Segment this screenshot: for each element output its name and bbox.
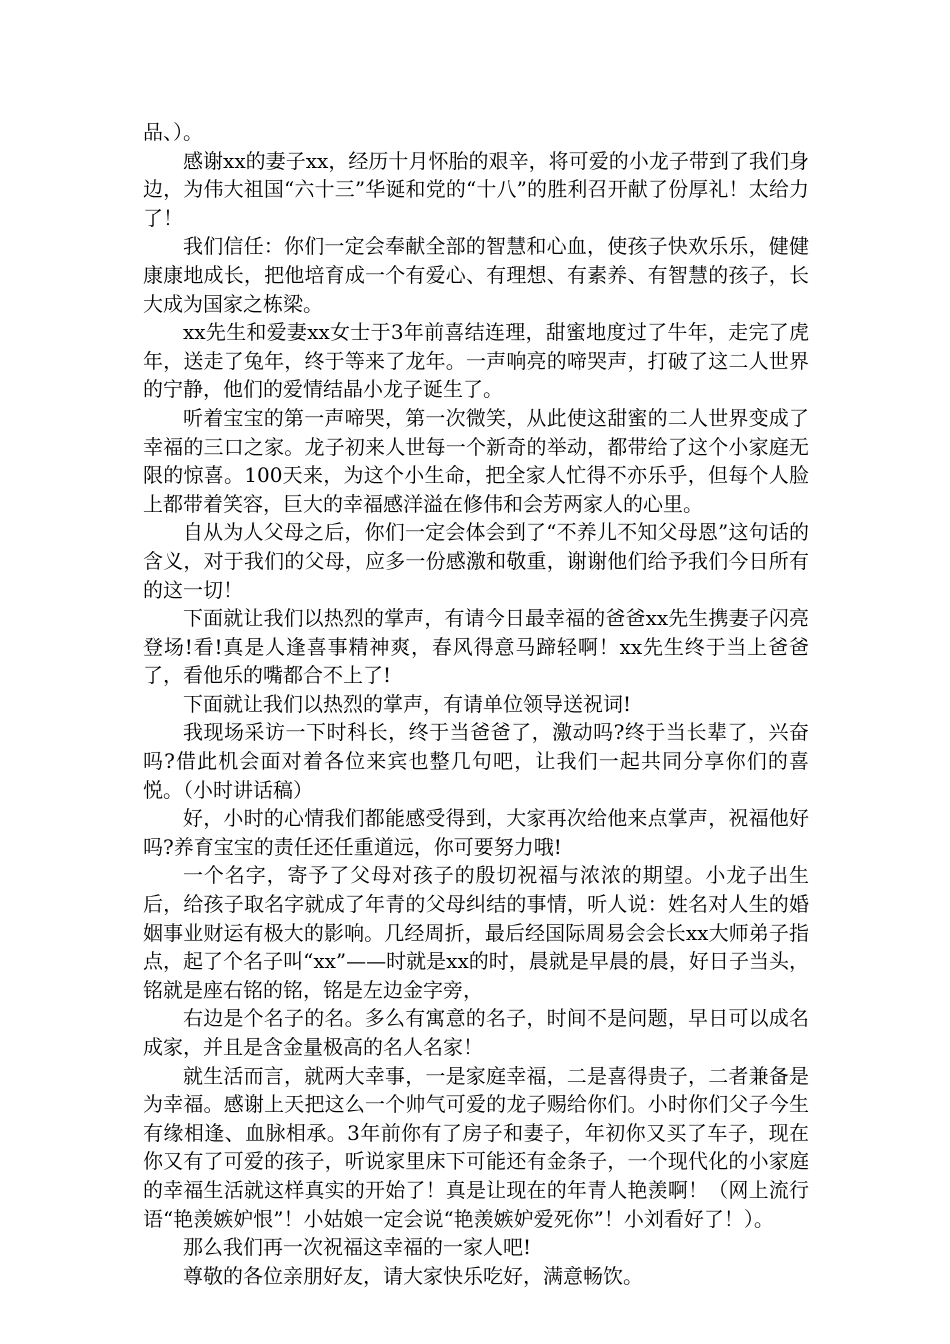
paragraph-welcome-father: 下面就让我们以热烈的掌声，有请今日最幸福的爸爸xx先生携妻子闪亮登场!看!真是人逢喜事精神爽，春风得意马蹄轻啊！xx先生终于当上爸爸了，看他乐的嘴都合不上了! (143, 606, 809, 688)
paragraph-trust: 我们信任：你们一定会奉献全部的智慧和心血，使孩子快欢乐乐，健健康康地成长，把他培育成一个有爱心、有理想、有素养、有智慧的孩子，长大成为国家之栋梁。 (143, 234, 809, 316)
paragraph-continuation: 品、）。 (143, 120, 203, 144)
paragraph-interview: 我现场采访一下时科长，终于当爸爸了，激动吗?终于当长辈了，兴奋吗?借此机会面对着各位来宾也整几句吧，让我们一起共同分享你们的喜悦。（小时讲话稿） (143, 720, 809, 802)
paragraph-happiness: 就生活而言，就两大幸事，一是家庭幸福，二是喜得贵子，二者兼备是为幸福。感谢上天把这么一个帅气可爱的龙子赐给你们。小时你们父子今生有缘相逢、血脉相承。3年前你有了房子和妻子，年初你又买了车子，现在你又有了可爱的孩子，听说家里床下可能还有金条子，一个现代化的小家庭的幸福生活就这样真实的开始了！真是让现在的年青人艳羡啊！（网上流行语“艳羡嫉妒恨”！小姑娘一定会说“艳羡嫉妒爱死你”！小刘看好了！）。 (143, 1063, 809, 1231)
paragraph-thanks-wife: 感谢xx的妻子xx，经历十月怀胎的艰辛，将可爱的小龙子带到了我们身边，为伟大祖国“六十三”华诞和党的“十八”的胜利召开献了份厚礼！太给力了！ (143, 148, 809, 230)
document-body (143, 118, 809, 1290)
paragraph-applause: 好，小时的心情我们都能感受得到，大家再次给他来点掌声，祝福他好吗?养育宝宝的责任还任重道远，你可要努力哦! (143, 806, 809, 859)
paragraph-name-meaning: 右边是个名子的名。多么有寓意的名子，时间不是问题，早日可以成名成家，并且是含金量极高的名人名家！ (143, 1006, 809, 1059)
paragraph-naming: 一个名字，寄予了父母对孩子的殷切祝福与浓浓的期望。小龙子出生后，给孩子取名字就成了年青的父母纠结的事情，听人说：姓名对人生的婚姻事业财运有极大的影响。几经周折，最后经国际周易会会长xx大师弟子指点，起了个名子叫“xx”——时就是xx的时，晨就是早晨的晨，好日子当头，铭就是座右铭的铭，铭是左边金字旁， (143, 863, 809, 1002)
paragraph-bless-family: 那么我们再一次祝福这幸福的一家人吧! (183, 1235, 532, 1260)
paragraph-leader-speech: 下面就让我们以热烈的掌声，有请单位领导送祝词! (183, 691, 632, 716)
paragraph-first-cry: 听着宝宝的第一声啼哭，第一次微笑，从此使这甜蜜的二人世界变成了幸福的三口之家。龙子初来人世每一个新奇的举动，都带给了这个小家庭无限的惊喜。100天来，为这个小生命，把全家人忙得不亦乐乎，但每个人脸上都带着笑容，巨大的幸福感洋溢在修伟和会芳两家人的心里。 (143, 405, 809, 516)
paragraph-parents: 自从为人父母之后，你们一定会体会到了“不养儿不知父母恩”这句话的含义，对于我们的父母，应多一份感激和敬重，谢谢他们给予我们今日所有的这一切！ (143, 520, 809, 602)
paragraph-closing: 尊敬的各位亲朋好友，请大家快乐吃好，满意畅饮。 (183, 1263, 643, 1288)
paragraph-marriage: xx先生和爱妻xx女士于3年前喜结连理，甜蜜地度过了牛年，走完了虎年，送走了兔年，终于等来了龙年。一声响亮的啼哭声，打破了这二人世界的宁静，他们的爱情结晶小龙子诞生了。 (143, 320, 809, 402)
